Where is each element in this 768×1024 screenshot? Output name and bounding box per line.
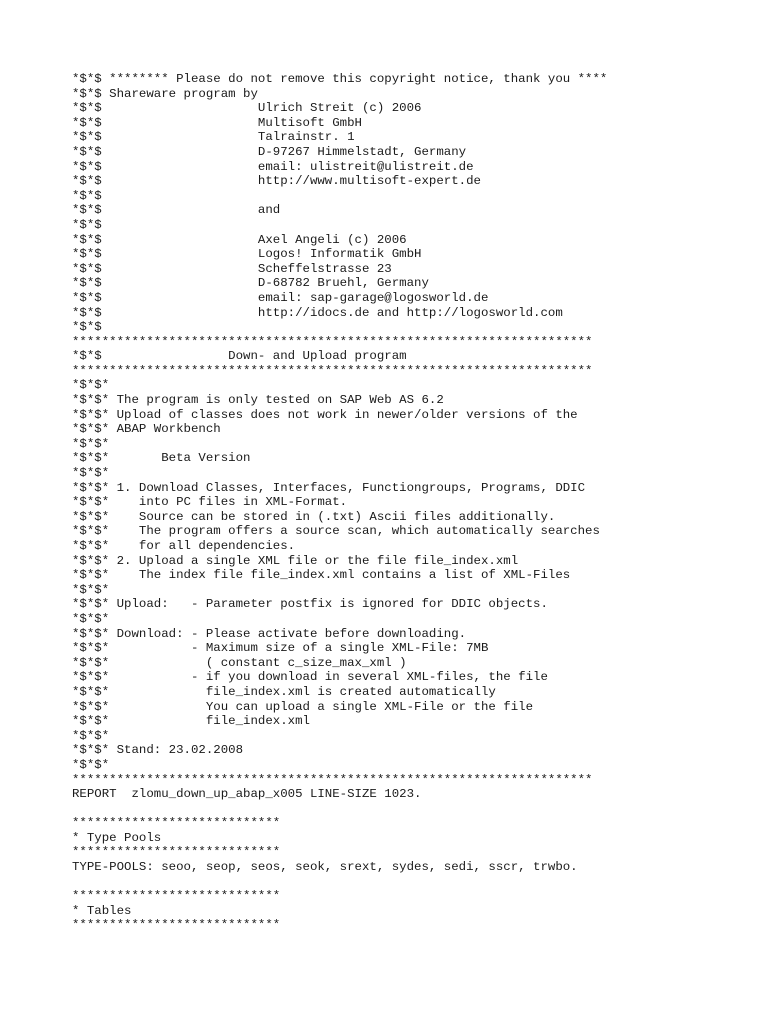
code-line: *$*$ <box>72 188 102 203</box>
source-code-text <box>72 72 762 933</box>
code-line: *$*$ Down- and Upload program <box>72 349 407 364</box>
code-line: *$*$ D-68782 Bruehl, Germany <box>72 276 429 291</box>
code-line: ********************************************************************** <box>72 363 593 378</box>
code-line: *$*$ Multisoft GmbH <box>72 115 362 130</box>
code-line: *$*$* <box>72 728 110 743</box>
code-line: *$*$* Stand: 23.02.2008 <box>72 743 244 758</box>
code-line: *$*$* file_index.xml <box>72 714 310 729</box>
code-line: *$*$ Shareware program by <box>72 86 258 101</box>
code-line: *$*$* <box>72 757 110 772</box>
code-line: *$*$* file_index.xml is created automatically <box>72 684 496 699</box>
code-line: *$*$ ******** Please do not remove this copyright notice, thank you **** <box>72 72 608 86</box>
code-line: *$*$ http://www.multisoft-expert.de <box>72 174 481 189</box>
code-line: *$*$* Download: - Please activate before downloading. <box>72 626 467 641</box>
code-line: *$*$ email: sap-garage@logosworld.de <box>72 290 489 305</box>
code-line: ********************************************************************** <box>72 334 593 349</box>
code-line: *$*$* Source can be stored in (.txt) Ascii files additionally. <box>72 509 556 524</box>
code-line: *$*$* for all dependencies. <box>72 539 296 553</box>
code-line: *$*$* into PC files in XML-Format. <box>72 495 348 510</box>
code-line: *$*$ D-97267 Himmelstadt, Germany <box>72 144 467 159</box>
code-line: REPORT zlomu_down_up_abap_x005 LINE-SIZE 1023. <box>72 787 422 802</box>
document-page <box>72 72 762 933</box>
code-line: ********************************************************************** <box>72 772 593 787</box>
code-line: *$*$* - Maximum size of a single XML-File: 7MB <box>72 641 489 656</box>
code-line: *$*$* 2. Upload a single XML file or the file file_index.xml <box>72 553 519 568</box>
code-line <box>72 875 762 890</box>
code-line: *$*$* <box>72 466 110 481</box>
code-line: * Type Pools <box>72 830 162 845</box>
code-line: *$*$* The index file file_index.xml contains a list of XML-Files <box>72 568 571 583</box>
code-line: *$*$ Ulrich Streit (c) 2006 <box>72 101 422 116</box>
code-line: *$*$* Upload of classes does not work in newer/older versions of the <box>72 407 578 422</box>
code-line: *$*$ http://idocs.de and http://logosworld.com <box>72 305 563 320</box>
code-line: *$*$ Logos! Informatik GmbH <box>72 247 422 262</box>
code-line: **************************** <box>72 845 281 860</box>
code-line: *$*$ Scheffelstrasse 23 <box>72 261 392 276</box>
code-line: **************************** <box>72 816 281 831</box>
code-line: **************************** <box>72 889 281 904</box>
code-line: *$*$* <box>72 611 110 626</box>
code-line: * Tables <box>72 903 132 918</box>
code-line <box>72 802 762 817</box>
code-line: *$*$ <box>72 320 102 335</box>
code-line: *$*$* 1. Download Classes, Interfaces, Functiongroups, Programs, DDIC <box>72 480 586 495</box>
code-line: *$*$* <box>72 582 110 597</box>
code-line: *$*$* The program offers a source scan, which automatically searches <box>72 524 600 539</box>
code-line: *$*$* The program is only tested on SAP Web AS 6.2 <box>72 393 444 408</box>
code-line: *$*$ <box>72 217 102 232</box>
code-line: *$*$ Axel Angeli (c) 2006 <box>72 232 407 247</box>
code-line: *$*$ Talrainstr. 1 <box>72 130 355 145</box>
code-line: *$*$* Upload: - Parameter postfix is ignored for DDIC objects. <box>72 597 548 612</box>
code-line: *$*$* - if you download in several XML-files, the file <box>72 670 548 685</box>
code-line: **************************** <box>72 918 281 933</box>
code-line: *$*$* <box>72 436 110 451</box>
code-line: *$*$* Beta Version <box>72 451 251 466</box>
code-line: *$*$* ABAP Workbench <box>72 422 221 437</box>
code-line: *$*$* <box>72 378 110 393</box>
code-line: *$*$* You can upload a single XML-File or the file <box>72 699 534 714</box>
code-line: *$*$ and <box>72 203 281 218</box>
code-line: *$*$* ( constant c_size_max_xml ) <box>72 655 407 670</box>
code-line: TYPE-POOLS: seoo, seop, seos, seok, srext, sydes, sedi, sscr, trwbo. <box>72 860 578 875</box>
code-line: *$*$ email: ulistreit@ulistreit.de <box>72 159 474 174</box>
